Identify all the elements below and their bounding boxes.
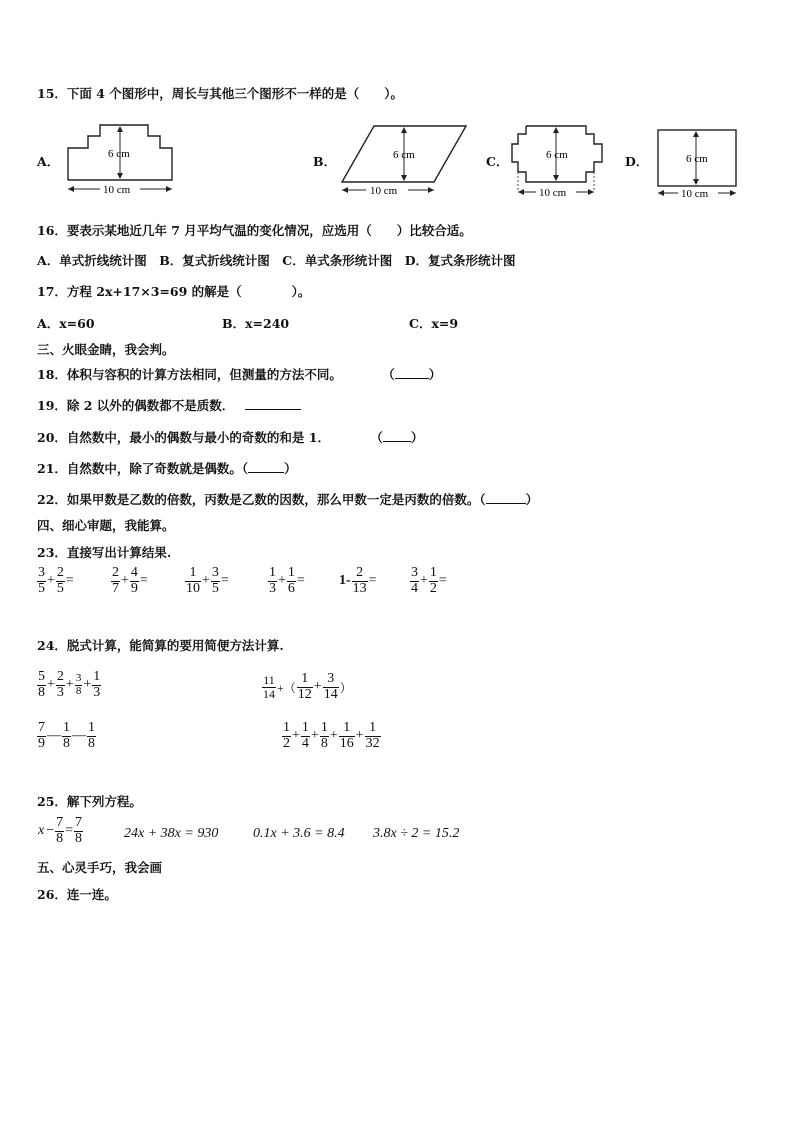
q17-option-b[interactable]: B．x=240 [222, 316, 290, 331]
fig-c-height-label: 6 cm [546, 149, 568, 161]
q15-option-a-label[interactable]: A． [37, 154, 60, 169]
fig-a-width-label: 10 cm [103, 184, 131, 196]
q15-figure-a [60, 120, 180, 198]
question-21: 21．自然数中，除了奇数就是偶数。（ ） [37, 461, 297, 476]
q15-option-d-label[interactable]: D． [625, 154, 649, 169]
fig-d-height-label: 6 cm [686, 153, 708, 165]
question-25: 25．解下列方程。 [37, 794, 142, 809]
q24-problem-2[interactable]: $\frac{11}{14}$ +（ $\frac{1}{12}$ + $\frac{3}{14}$ ） [263, 671, 352, 702]
q23-expression-2[interactable]: $\frac{2}{7}$ + $\frac{4}{9}$ = [112, 565, 148, 596]
question-15: 15．下面 4 个图形中，周长与其他三个图形不一样的是（ ）。 [37, 86, 404, 101]
question-20: 20．自然数中，最小的偶数与最小的奇数的和是 1． （ ） [37, 430, 424, 445]
q20-text: 20．自然数中，最小的偶数与最小的奇数的和是 1． [37, 430, 330, 445]
q23-expression-4[interactable]: $\frac{1}{3}$ + $\frac{1}{6}$ = [269, 565, 305, 596]
q24-problem-4[interactable]: $\frac{1}{2}$ + $\frac{1}{4}$ + $\frac{1}{8}$ + $\frac{1}{16}$ + $\frac{1}{32}$ [283, 720, 380, 751]
q16-options[interactable]: A．单式折线统计图 B．复式折线统计图 C．单式条形统计图 D．复式条形统计图 [37, 253, 516, 268]
q24-problem-1[interactable]: $\frac{5}{8}$ + $\frac{2}{3}$ + $\frac{3}{8}$ + $\frac{1}{3}$ [38, 669, 101, 700]
fig-b-width-label: 10 cm [370, 185, 398, 197]
q23-expression-5[interactable]: 1- $\frac{2}{13}$ = [339, 565, 377, 596]
question-16: 16．要表示某地近几年 7 月平均气温的变化情况，应选用（ ）比较合适。 [37, 223, 472, 238]
fig-a-height-label: 6 cm [108, 148, 130, 160]
fig-c-width-label: 10 cm [539, 187, 567, 199]
q15-option-c-label[interactable]: C． [486, 154, 509, 169]
q23-expression-6[interactable]: $\frac{3}{4}$ + $\frac{1}{2}$ = [411, 565, 447, 596]
q23-expression-1[interactable]: $\frac{3}{5}$ + $\frac{2}{5}$ = [38, 565, 74, 596]
q18-text: 18．体积与容积的计算方法相同，但测量的方法不同。 [37, 367, 342, 382]
q24-problem-3[interactable]: $\frac{7}{9}$ — $\frac{1}{8}$ — $\frac{1}{8}$ [38, 720, 95, 751]
q25-equation-3[interactable]: 0.1x + 3.6 = 8.4 [253, 826, 345, 841]
q15-figure-c [508, 120, 608, 200]
question-19 [37, 396, 301, 414]
question-23: 23．直接写出计算结果. [37, 545, 172, 560]
q15-figure-b [336, 120, 470, 198]
q25-equation-4[interactable]: 3.8x ÷ 2 = 15.2 [373, 826, 460, 841]
q15-option-b-label[interactable]: B． [313, 154, 337, 169]
q21-answer-blank[interactable] [248, 460, 284, 473]
question-22: 22．如果甲数是乙数的倍数，丙数是乙数的因数，那么甲数一定是丙数的倍数。（ ） [37, 492, 539, 507]
q15-figure-d [652, 122, 744, 200]
question-17: 17．方程 2x+17×3=69 的解是（ ）。 [37, 284, 311, 299]
q18-answer-blank[interactable] [395, 366, 429, 379]
q21-text: 21．自然数中，除了奇数就是偶数。（ [37, 461, 249, 476]
q20-answer-blank[interactable] [383, 429, 411, 442]
q19-answer-blank[interactable] [245, 397, 301, 410]
section-5-heading: 五、心灵手巧，我会画 [37, 860, 163, 875]
section-4-heading: 四、细心审题，我能算。 [37, 518, 175, 533]
fig-d-width-label: 10 cm [681, 188, 709, 200]
q25-equation-1[interactable]: x − $\frac{7}{8}$ = $\frac{7}{8}$ [38, 815, 83, 846]
section-3-heading: 三、火眼金睛，我会判。 [37, 342, 175, 357]
q17-option-c[interactable]: C．x=9 [409, 316, 459, 331]
q19-text: 19．除 2 以外的偶数都不是质数． [37, 398, 235, 413]
q25-equation-2[interactable]: 24x + 38x = 930 [124, 826, 219, 841]
q23-expression-3[interactable]: $\frac{1}{10}$ + $\frac{3}{5}$ = [186, 565, 229, 596]
question-24: 24．脱式计算，能简算的要用简便方法计算. [37, 638, 284, 653]
question-18: 18．体积与容积的计算方法相同，但测量的方法不同。 （ ） [37, 367, 442, 382]
q22-answer-blank[interactable] [486, 491, 526, 504]
question-26: 26．连一连。 [37, 887, 117, 902]
q17-option-a[interactable]: A．x=60 [37, 316, 95, 331]
q22-text: 22．如果甲数是乙数的倍数，丙数是乙数的因数，那么甲数一定是丙数的倍数。（ [37, 492, 486, 507]
fig-b-height-label: 6 cm [393, 149, 415, 161]
